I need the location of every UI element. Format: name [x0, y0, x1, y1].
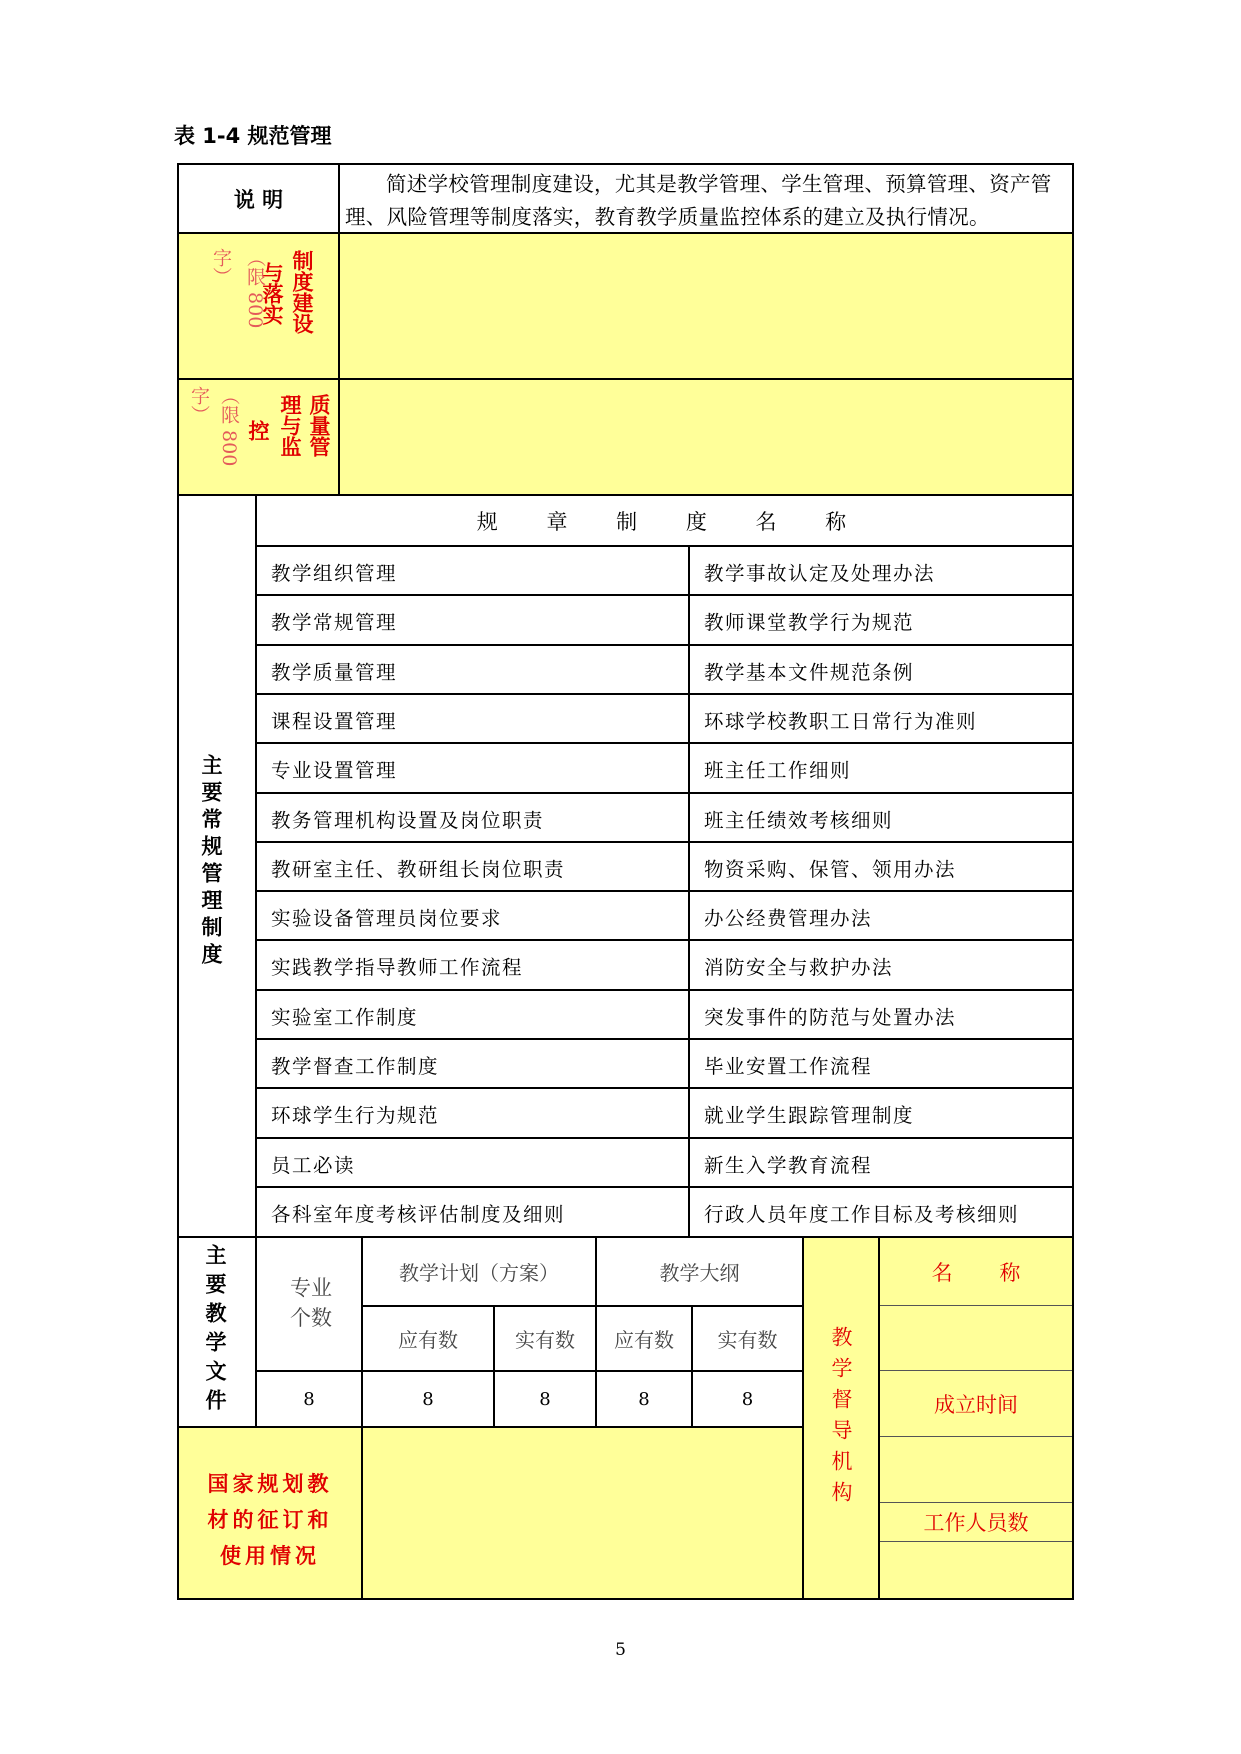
- rule-left-item: 教学组织管理: [271, 562, 398, 585]
- plan-actual-value: 8: [539, 1388, 551, 1410]
- table-caption: 表 1-4 规范管理: [174, 124, 332, 148]
- major-count-value: 8: [303, 1388, 315, 1410]
- rule-right-item: 教师课堂教学行为规范: [704, 611, 915, 634]
- rule-left-item: 教研室主任、教研组长岗位职责: [271, 858, 566, 881]
- system-label-line1: 制度建设: [290, 250, 314, 334]
- outline-actual-value: 8: [741, 1388, 754, 1410]
- rule-left-item: 实验室工作制度: [271, 1006, 419, 1029]
- quality-label-line3: 控: [246, 420, 270, 441]
- rule-right-item: 班主任工作细则: [704, 759, 852, 782]
- rule-left-item: 教学督查工作制度: [271, 1055, 440, 1078]
- rule-left-item: 实践教学指导教师工作流程: [271, 956, 524, 979]
- outline-label: 教学大纲: [659, 1261, 740, 1285]
- rule-left-item: 课程设置管理: [271, 710, 398, 733]
- rule-left-item: 专业设置管理: [271, 759, 398, 782]
- supervision-label: 教学督导机构: [829, 1326, 853, 1512]
- rule-left-item: 员工必读: [271, 1154, 356, 1177]
- quality-word-limit: （限 800 字）: [188, 386, 240, 467]
- plan-label: 教学计划（方案）: [399, 1261, 559, 1285]
- plan-actual-label: 实有数: [515, 1328, 575, 1352]
- rule-left-item: 教务管理机构设置及岗位职责: [271, 809, 545, 832]
- quality-label-line2: 理与监: [278, 394, 302, 457]
- rule-right-item: 行政人员年度工作目标及考核细则: [704, 1203, 1020, 1226]
- explanation-text: 简述学校管理制度建设，尤其是教学管理、学生管理、预算管理、资产管理、风险管理等制度落实，教育教学质量监控体系的建立及执行情况。: [345, 172, 1052, 229]
- outline-should-label: 应有数: [614, 1328, 674, 1352]
- rule-right-item: 突发事件的防范与处置办法: [704, 1006, 957, 1029]
- plan-should-value: 8: [422, 1388, 434, 1410]
- rule-right-item: 就业学生跟踪管理制度: [704, 1104, 915, 1127]
- system-label-line2: 与落实: [260, 262, 284, 325]
- outline-actual-label: 实有数: [717, 1328, 778, 1352]
- rule-left-item: 实验设备管理员岗位要求: [271, 907, 503, 930]
- supervision-staff-label: 工作人员数: [923, 1511, 1029, 1535]
- rule-left-item: 各科室年度考核评估制度及细则: [271, 1203, 566, 1226]
- rule-right-item: 消防安全与救护办法: [704, 956, 894, 979]
- rule-left-item: 环球学生行为规范: [271, 1104, 440, 1127]
- rule-right-item: 环球学校教职工日常行为准则: [704, 710, 978, 733]
- rule-right-item: 班主任绩效考核细则: [704, 809, 894, 832]
- rule-right-item: 办公经费管理办法: [704, 907, 873, 930]
- rule-right-item: 新生入学教育流程: [704, 1154, 873, 1177]
- teaching-docs-label: 主要教学文件: [203, 1244, 227, 1418]
- quality-label-line1: 质量管: [307, 394, 331, 457]
- textbooks-label: 国家规划教材的征订和使用情况: [207, 1472, 333, 1568]
- rules-section-label: 主要常规管理制度: [199, 754, 223, 970]
- explanation-label: 说 明: [233, 187, 284, 212]
- outline-should-value: 8: [638, 1388, 650, 1410]
- rules-header: 规 章 制 度 名 称: [476, 510, 853, 534]
- rule-left-item: 教学质量管理: [271, 661, 398, 684]
- supervision-name-label: 名 称: [931, 1260, 1021, 1285]
- system-word-limit: （限 800 字）: [210, 248, 266, 329]
- page-number: 5: [615, 1640, 626, 1660]
- rule-right-item: 物资采购、保管、领用办法: [704, 858, 957, 881]
- rule-right-item: 教学基本文件规范条例: [704, 661, 915, 684]
- rule-right-item: 毕业安置工作流程: [704, 1055, 873, 1078]
- rule-right-item: 教学事故认定及处理办法: [704, 562, 936, 585]
- rule-left-item: 教学常规管理: [271, 611, 398, 634]
- plan-should-label: 应有数: [398, 1328, 458, 1352]
- textbooks-content-cell: [363, 1428, 802, 1600]
- major-count-label: 专业个数: [290, 1276, 332, 1330]
- supervision-founded-label: 成立时间: [934, 1392, 1018, 1417]
